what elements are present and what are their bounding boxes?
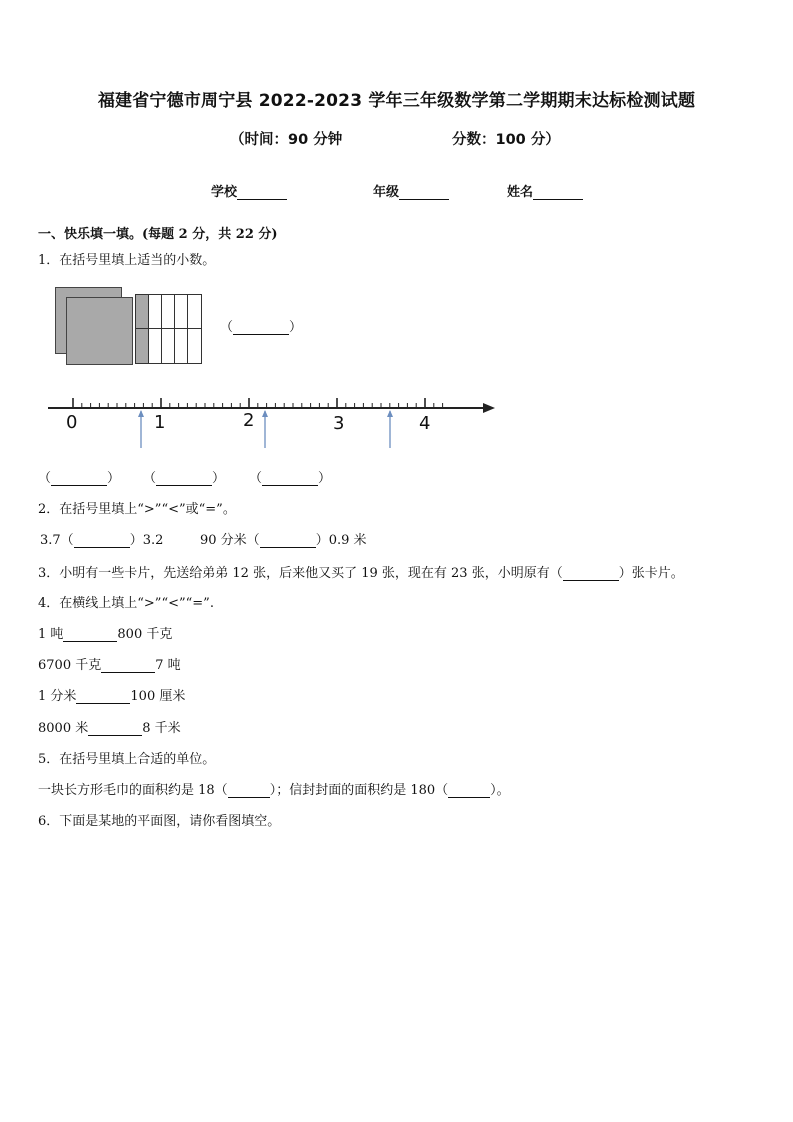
answer-blank[interactable] xyxy=(51,472,107,486)
question-5-text: 5．在括号里填上合适的单位。 xyxy=(38,752,216,767)
grade-blank[interactable] xyxy=(399,185,449,200)
number-line xyxy=(40,395,500,450)
school-blank[interactable] xyxy=(237,185,287,200)
question-1-text: 1．在括号里填上适当的小数。 xyxy=(38,253,216,268)
grade-field[interactable] xyxy=(373,181,449,200)
name-label: 姓名 xyxy=(507,185,534,200)
answer-blank[interactable] xyxy=(262,472,318,486)
school-field[interactable] xyxy=(211,181,287,200)
answer-paren-line-2[interactable]: （ ） xyxy=(143,471,226,486)
arrow-marker-1-head xyxy=(138,410,144,417)
answer-paren-line-1[interactable]: （ ） xyxy=(38,471,121,486)
grid-cell xyxy=(162,295,175,329)
grid-cell xyxy=(136,329,149,363)
answer-paren-line-3[interactable]: （ ） xyxy=(249,471,332,486)
question-4-item-3[interactable]: 1 分米 100 厘米 xyxy=(38,689,186,704)
grid-cell xyxy=(175,329,188,363)
question-4-item-1[interactable]: 1 吨 800 千克 xyxy=(38,627,173,642)
answer-blank[interactable] xyxy=(101,659,155,673)
exam-score: 分数：100 分） xyxy=(452,132,560,148)
answer-blank[interactable] xyxy=(74,534,130,548)
grid-cell xyxy=(188,295,201,329)
unit-square-front xyxy=(66,297,133,365)
question-2-item-2[interactable]: 90 分米（ ）0.9 米 xyxy=(200,533,367,548)
numberline-label-3: 3 xyxy=(333,413,345,434)
answer-blank[interactable] xyxy=(76,690,130,704)
question-2-text: 2．在括号里填上“>”“<”或“=”。 xyxy=(38,502,236,517)
question-4-item-2[interactable]: 6700 千克 7 吨 xyxy=(38,658,181,673)
arrow-marker-3-head xyxy=(387,410,393,417)
question-4-item-4[interactable]: 8000 米 8 千米 xyxy=(38,721,181,736)
tenths-grid xyxy=(135,294,202,364)
answer-blank[interactable] xyxy=(563,567,619,581)
answer-blank[interactable] xyxy=(88,722,142,736)
grid-cell xyxy=(188,329,201,363)
grade-label: 年级 xyxy=(373,185,400,200)
numberline-label-4: 4 xyxy=(419,413,431,434)
page-title: 福建省宁德市周宁县 2022-2023 学年三年级数学第二学期期末达标检测试题 xyxy=(97,91,696,111)
question-4-text: 4．在横线上填上“>”“<”“=”. xyxy=(38,596,214,611)
grid-cell xyxy=(136,295,149,329)
exam-time: （时间：90 分钟 xyxy=(230,132,343,148)
answer-blank[interactable] xyxy=(260,534,316,548)
section-heading: 一、快乐填一填。(每题 2 分，共 22 分) xyxy=(38,227,278,242)
grid-cell xyxy=(149,295,162,329)
name-field[interactable] xyxy=(507,181,583,200)
question-3-text[interactable]: 3．小明有一些卡片，先送给弟弟 12 张，后来他又买了 19 张，现在有 23 张，小明原有（ ）张卡片。 xyxy=(38,566,684,581)
number-line-arrowhead xyxy=(483,403,495,413)
answer-blank[interactable] xyxy=(156,472,212,486)
grid-cell xyxy=(149,329,162,363)
question-6-text: 6．下面是某地的平面图，请你看图填空。 xyxy=(38,814,281,829)
question-5-item[interactable]: 一块长方形毛巾的面积约是 18（ ）；信封封面的面积约是 180（ ）。 xyxy=(38,783,510,798)
answer-blank[interactable] xyxy=(448,784,490,798)
answer-blank[interactable] xyxy=(63,628,117,642)
numberline-label-0: 0 xyxy=(66,412,78,433)
question-2-item-1[interactable]: 3.7（ ）3.2 xyxy=(40,533,164,548)
school-label: 学校 xyxy=(211,185,238,200)
answer-blank[interactable] xyxy=(233,321,289,335)
numberline-label-2: 2 xyxy=(243,410,255,431)
arrow-marker-2-head xyxy=(262,410,268,417)
numberline-label-1: 1 xyxy=(154,412,166,433)
name-blank[interactable] xyxy=(533,185,583,200)
answer-blank[interactable] xyxy=(228,784,270,798)
grid-cell xyxy=(162,329,175,363)
grid-cell xyxy=(175,295,188,329)
answer-paren-squares[interactable]: （ ） xyxy=(220,320,303,335)
